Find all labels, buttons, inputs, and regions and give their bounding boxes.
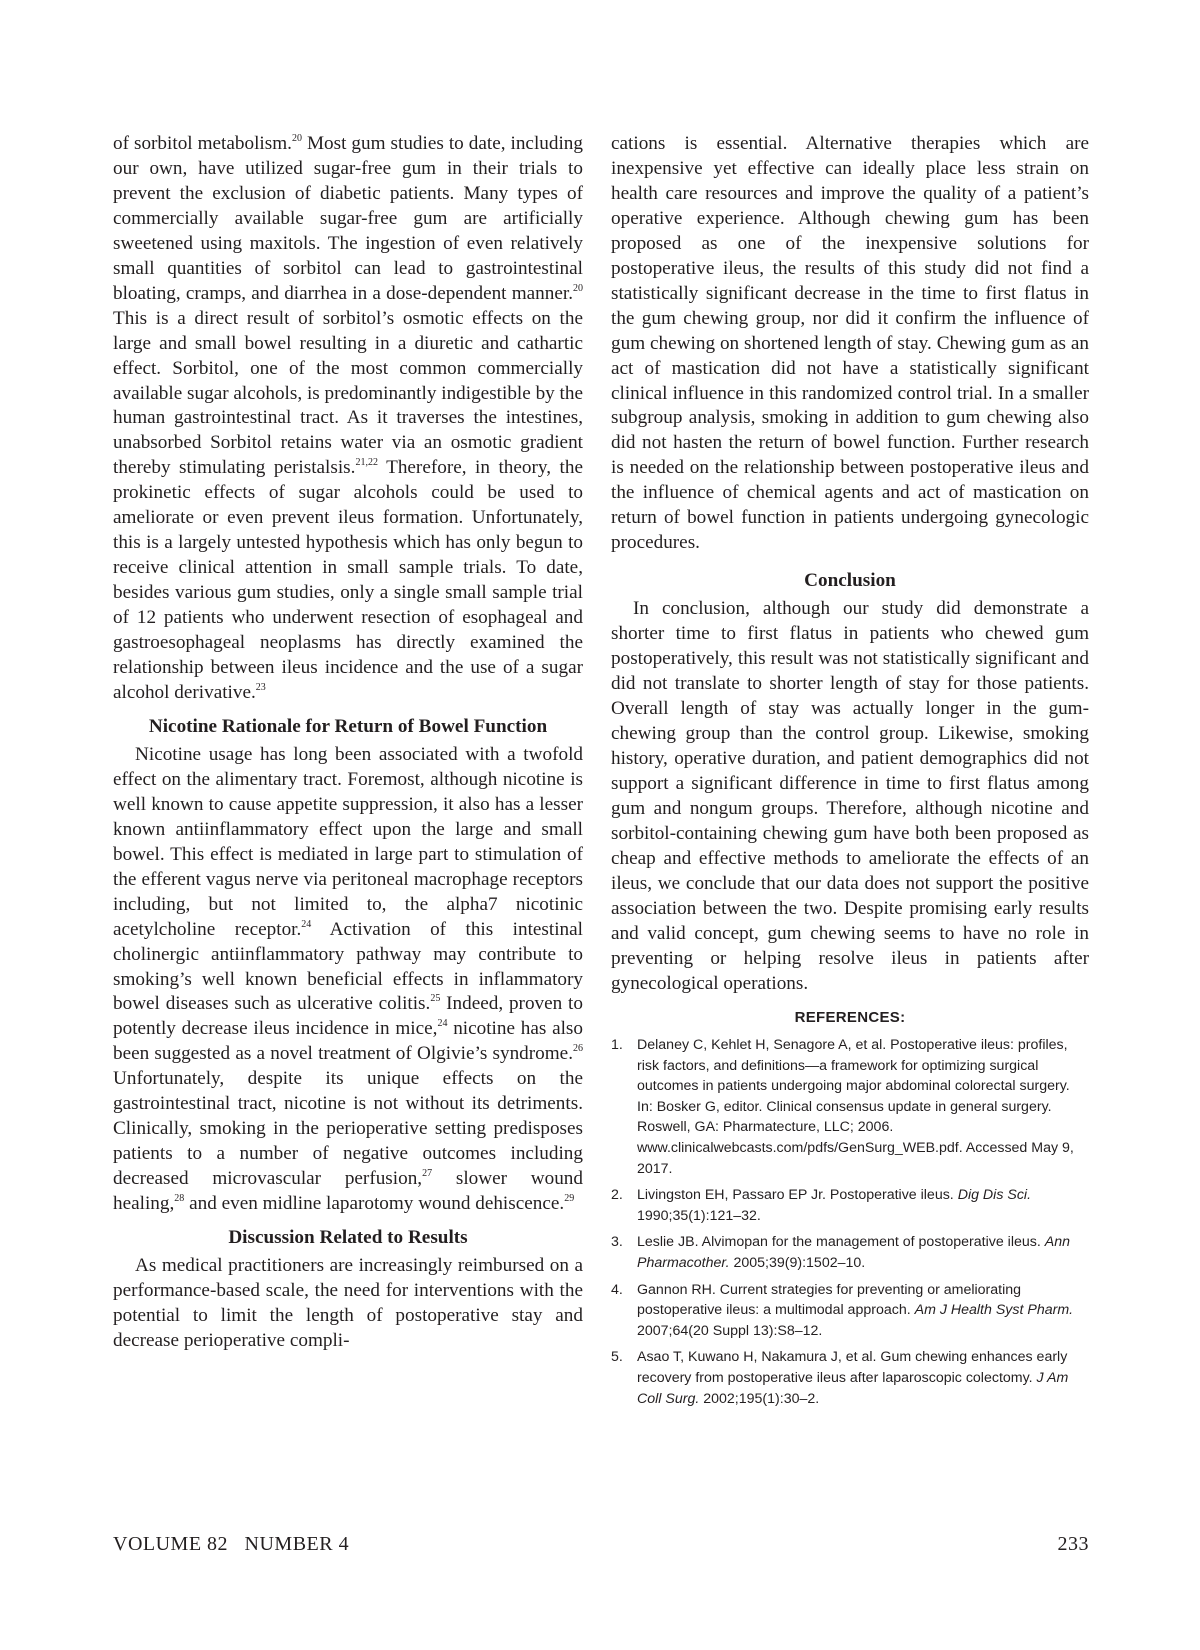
right-column xyxy=(611,132,1089,1415)
paragraph-sorbitol: of sorbitol metabolism.$^{20}$ Most gum studies to date, including our own, have utilized sugar-free gum in their trials to prevent the exclusion of diabetic patients. Many types of commercially available sugar-free gum are artificially sweetened using maxitols. The ingestion of even relatively small quantities of sorbitol can lead to gastrointestinal bloating, cramps, and diarrhea in a dose-dependent manner.$^{20}$ This is a direct result of sorbitol’s osmotic effects on the large and small bowel resulting in a diuretic and cathartic effect. Sorbitol, one of the most common commercially available sugar alcohols, is predominantly indigestible by the human gastrointestinal tract. As it traverses the intestines, unabsorbed Sorbitol retains water via an osmotic gradient thereby stimulating peristalsis.$^{21,22}$ Therefore, in theory, the prokinetic effects of sugar alcohols could be used to ameliorate or even prevent ileus formation. Unfortunately, this is a largely untested hypothesis which has only begun to receive clinical attention in small sample trials. To date, besides various gum studies, only a single small sample trial of 12 patients who underwent resection of esophageal and gastroesophageal neoplasms has directly examined the relationship between ileus incidence and the use of a sugar alcohol derivative.$^{23}$ xyxy=(113,133,583,703)
paragraph-discussion: As medical practitioners are increasingly reimbursed on a performance-based scale, the need for interventions with the potential to limit the length of postoperative stay and decrease perioperative compli- xyxy=(113,1255,583,1351)
paragraph-discussion-continued: cations is essential. Alternative therapies which are inexpensive yet effective can ideally place less strain on health care resources and improve the quality of a patient’s operative experience. Although chewing gum has been proposed as one of the inexpensive solutions for postoperative ileus, the results of this study did not find a statistically significant decrease in the time to first flatus in the gum chewing group, nor did it confirm the influence of gum chewing on shortened length of stay. Chewing gum as an act of mastication did not have a statistically significant clinical influence in this randomized control trial. In a smaller subgroup analysis, smoking in addition to gum chewing also did not hasten the return of bowel function. Further research is needed on the relationship between postoperative ileus and the influence of chemical agents and act of mastication on return of bowel function in patients undergoing gynecologic procedures. xyxy=(611,133,1089,554)
reference-item: 4. Gannon RH. Current strategies for preventing or ameliorating postoperative ileus: a multimodal approach. Am J Health Syst Pharm. 2007;64(20 Suppl 13):S8–12. xyxy=(611,1281,1074,1339)
section-heading-conclusion: Conclusion xyxy=(804,570,896,592)
references-heading: REFERENCES: xyxy=(794,1009,906,1027)
paragraph-conclusion: In conclusion, although our study did demonstrate a shorter time to first flatus in patients who chewed gum postoperatively, this result was not statistically significant and did not translate to shorter length of stay for those patients. Overall length of stay was actually longer in the gum-chewing group than the control group. Likewise, smoking history, operative duration, and patient demographics did not support a significant difference in time to first flatus among gum and nongum groups. Therefore, although nicotine and sorbitol-containing chewing gum have both been proposed as cheap and effective methods to ameliorate the effects of an ileus, we conclude that our data does not support the positive association between the two. Despite promising early results and valid concept, gum chewing seems to have no role in preventing or helping resolve ileus in patients after gynecological operations. xyxy=(611,598,1089,994)
reference-item: 3. Leslie JB. Alvimopan for the management of postoperative ileus. Ann Pharmacother. 2005;39(9):1502–10. xyxy=(611,1234,1070,1271)
reference-item: 1. Delaney C, Kehlet H, Senagore A, et al. Postoperative ileus: profiles, risk factors, and definitions—a framework for optimizing surgical outcomes in patients undergoing major abdominal colorectal surgery. In: Bosker G, editor. Clinical consensus update in general surgery. Roswell, GA: Pharmatecture, LLC; 2006. www.clinicalwebcasts.com/pdfs/GenSurg_WEB.pdf. Accessed May 9, 2017. xyxy=(611,1037,1074,1177)
paragraph-nicotine: Nicotine usage has long been associated with a twofold effect on the alimentary tract. Foremost, although nicotine is well known to cause appetite suppression, it also has a lesser known antiinflammatory effect upon the large and small bowel. This effect is mediated in large part to stimulation of the efferent vagus nerve via peritoneal macrophage receptors including, but not limited to, the alpha7 nicotinic acetylcholine receptor.$^{24}$ Activation of this intestinal cholinergic antiinflammatory pathway may contribute to smoking’s well known beneficial effects in inflammatory bowel diseases such as ulcerative colitis.$^{25}$ Indeed, proven to potently decrease ileus incidence in mice,$^{24}$ nicotine has also been suggested as a novel treatment of Olgivie’s syndrome.$^{26}$ Unfortunately, despite its unique effects on the gastrointestinal tract, nicotine is not without its detriments. Clinically, smoking in the perioperative setting predisposes patients to a number of negative outcomes including decreased microvascular perfusion,$^{27}$ slower wound healing,$^{28}$ and even midline laparotomy wound dehiscence.$^{29}$ xyxy=(113,743,583,1215)
section-heading-nicotine: Nicotine Rationale for Return of Bowel Function xyxy=(148,715,548,737)
reference-item: 2. Livingston EH, Passaro EP Jr. Postoperative ileus. Dig Dis Sci. 1990;35(1):121–32. xyxy=(611,1187,1032,1224)
references-section xyxy=(611,1008,1089,1409)
footer-journal-issue: VOLUME 82 NUMBER 4 xyxy=(113,1533,350,1555)
footer-page-number: 233 xyxy=(1057,1533,1089,1555)
left-column xyxy=(113,132,583,1354)
reference-item: 5. Asao T, Kuwano H, Nakamura J, et al. Gum chewing enhances early recovery from postoperative ileus after laparoscopic colectomy. J Am Coll Surg. 2002;195(1):30–2. xyxy=(611,1349,1069,1407)
section-heading-discussion: Discussion Related to Results xyxy=(228,1227,468,1249)
